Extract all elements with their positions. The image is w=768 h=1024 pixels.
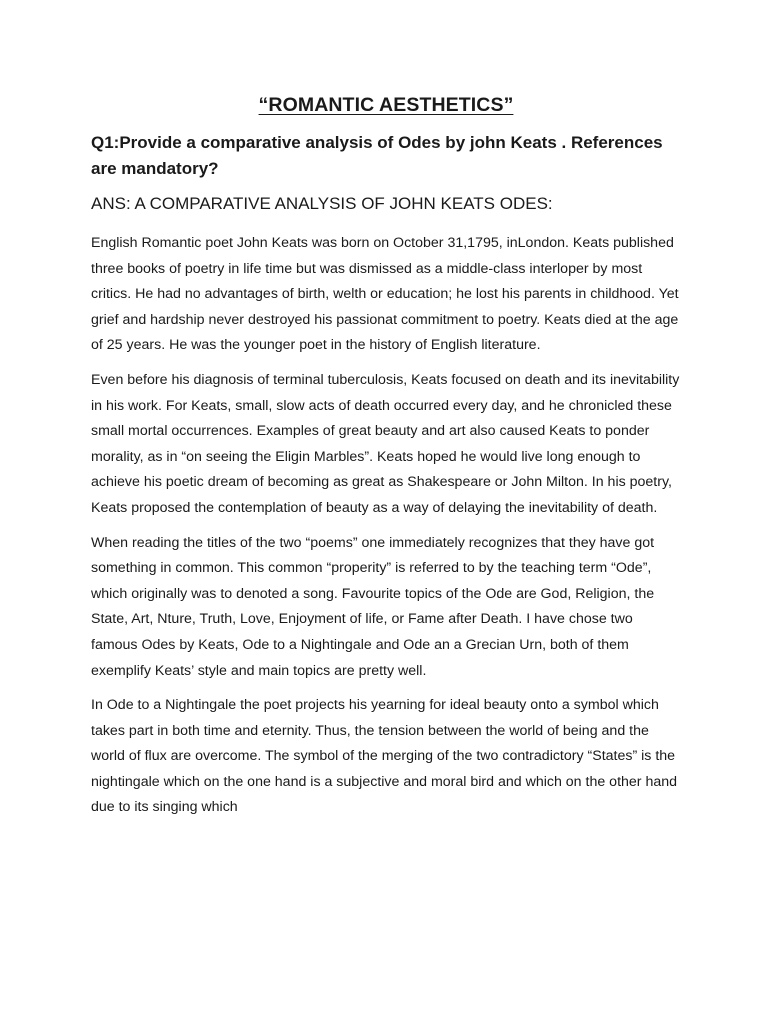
answer-heading: ANS: A COMPARATIVE ANALYSIS OF JOHN KEATS ODES: (91, 194, 553, 213)
document-title: “ROMANTIC AESTHETICS” (258, 94, 514, 116)
paragraph-3: When reading the titles of the two “poems” one immediately recognizes that they have got something in common. This common “properity” is referred to by the teaching term “Ode”, which originally was to denoted a song. Favourite topics of the Ode are God, Religion, the State, Art, Nture, Truth, Love, Enjoyment of life, or Fame after Death. I have chose two famous Odes by Keats, Ode to a Nightingale and Ode an a Grecian Urn, both of them exemplify Keats’ style and main topics are pretty well. (91, 534, 655, 679)
document-body (91, 94, 681, 830)
paragraph-2: Even before his diagnosis of terminal tuberculosis, Keats focused on death and its inevitability in his work. For Keats, small, slow acts of death occurred every day, and he chronicled these small mortal occurrences. Examples of great beauty and art also caused Keats to ponder morality, as in “on seeing the Eligin Marbles”. Keats hoped he would live long enough to achieve his poetic dream of becoming as great as Shakespeare or John Milton. In his poetry, Keats proposed the contemplation of beauty as a way of delaying the inevitability of death. (91, 371, 680, 516)
paragraph-4: In Ode to a Nightingale the poet projects his yearning for ideal beauty onto a symbol which takes part in both time and eternity. Thus, the tension between the world of being and the world of flux are overcome. The symbol of the merging of the two contradictory “States” is the nightingale which on the one hand is a subjective and moral bird and which on the other hand due to its singing which (91, 697, 678, 816)
paragraph-1: English Romantic poet John Keats was born on October 31,1795, inLondon. Keats published three books of poetry in life time but was dismissed as a middle-class interloper by most critics. He had no advantages of birth, welth or education; he lost his parents in childhood. Yet grief and hardship never destroyed his passionat commitment to poetry. Keats died at the age of 25 years. He was the younger poet in the history of English literature. (91, 235, 679, 354)
question-text: Q1:Provide a comparative analysis of Odes by john Keats . References are mandatory? (91, 133, 663, 178)
